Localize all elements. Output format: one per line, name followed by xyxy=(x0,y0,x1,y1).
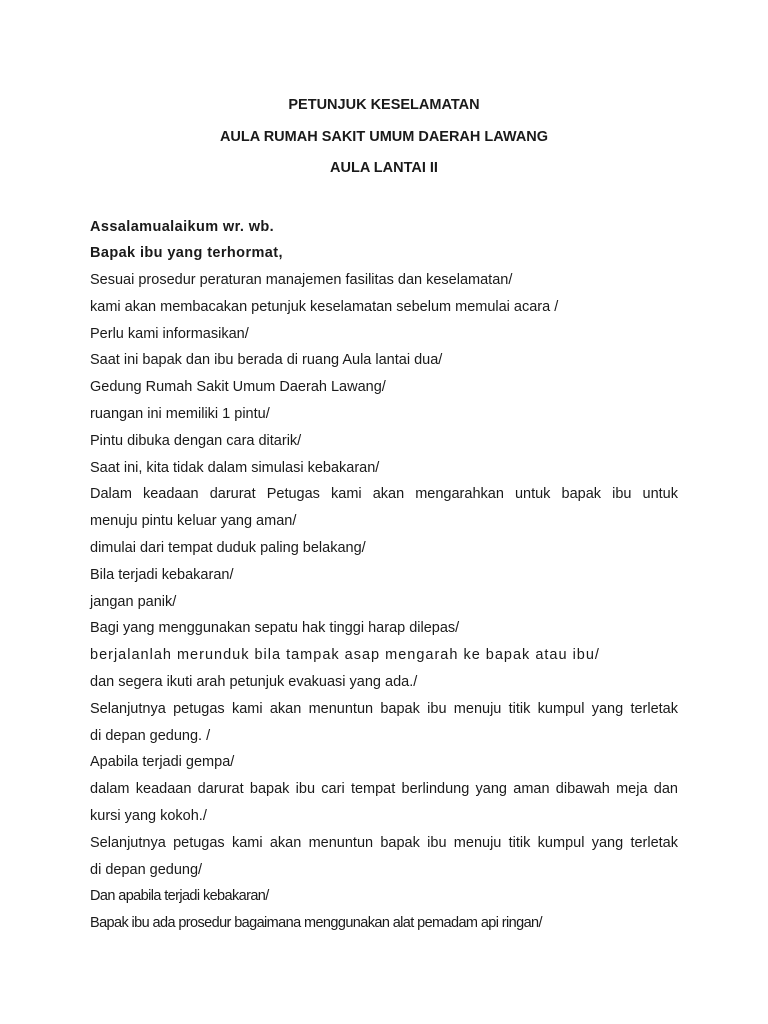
greeting-line: Bapak ibu yang terhormat, xyxy=(90,245,283,262)
body-line: menuju pintu keluar yang aman/ xyxy=(90,513,297,530)
body-line: ruangan ini memiliki 1 pintu/ xyxy=(90,406,270,423)
body-line: dalam keadaan darurat bapak ibu cari tempat berlindung yang aman dibawah meja dan xyxy=(90,781,678,798)
body-line: Dalam keadaan darurat Petugas kami akan mengarahkan untuk bapak ibu untuk xyxy=(90,486,678,503)
body-line: di depan gedung/ xyxy=(90,861,203,878)
body-line: dimulai dari tempat duduk paling belakang/ xyxy=(90,540,366,557)
document-page xyxy=(90,90,678,937)
body-line: dan segera ikuti arah petunjuk evakuasi yang ada./ xyxy=(90,674,418,691)
body-line: jangan panik/ xyxy=(90,593,177,610)
body-line: Saat ini, kita tidak dalam simulasi kebakaran/ xyxy=(90,459,380,476)
body-line: Perlu kami informasikan/ xyxy=(90,325,249,342)
body-line: Selanjutnya petugas kami akan menuntun bapak ibu menuju titik kumpul yang terletak xyxy=(90,834,678,851)
body-line: di depan gedung. / xyxy=(90,727,211,744)
body-line: Pintu dibuka dengan cara ditarik/ xyxy=(90,432,302,449)
document-body xyxy=(90,214,678,938)
title-line: AULA RUMAH SAKIT UMUM DAERAH LAWANG xyxy=(219,128,549,145)
body-line: kursi yang kokoh./ xyxy=(90,808,207,825)
body-line: Dan apabila terjadi kebakaran/ xyxy=(90,888,269,905)
title-line: AULA LANTAI II xyxy=(330,160,438,176)
body-line: berjalanlah merunduk bila tampak asap mengarah ke bapak atau ibu/ xyxy=(90,647,600,664)
body-line: Sesuai prosedur peraturan manajemen fasilitas dan keselamatan/ xyxy=(90,272,513,289)
body-line: Apabila terjadi gempa/ xyxy=(90,754,235,771)
greeting-line: Assalamualaikum wr. wb. xyxy=(90,218,275,235)
body-line: Saat ini bapak dan ibu berada di ruang Aula lantai dua/ xyxy=(90,352,443,369)
body-line: Selanjutnya petugas kami akan menuntun bapak ibu menuju titik kumpul yang terletak xyxy=(90,700,678,717)
body-line: kami akan membacakan petunjuk keselamatan sebelum memulai acara / xyxy=(90,298,559,315)
body-line: Bapak ibu ada prosedur bagaimana menggunakan alat pemadam api ringan/ xyxy=(90,915,542,932)
title-line: PETUNJUK KESELAMATAN xyxy=(288,97,480,113)
body-line: Gedung Rumah Sakit Umum Daerah Lawang/ xyxy=(90,379,386,396)
body-line: Bila terjadi kebakaran/ xyxy=(90,566,234,583)
document-title-block xyxy=(90,90,678,185)
body-line: Bagi yang menggunakan sepatu hak tinggi harap dilepas/ xyxy=(90,620,460,637)
